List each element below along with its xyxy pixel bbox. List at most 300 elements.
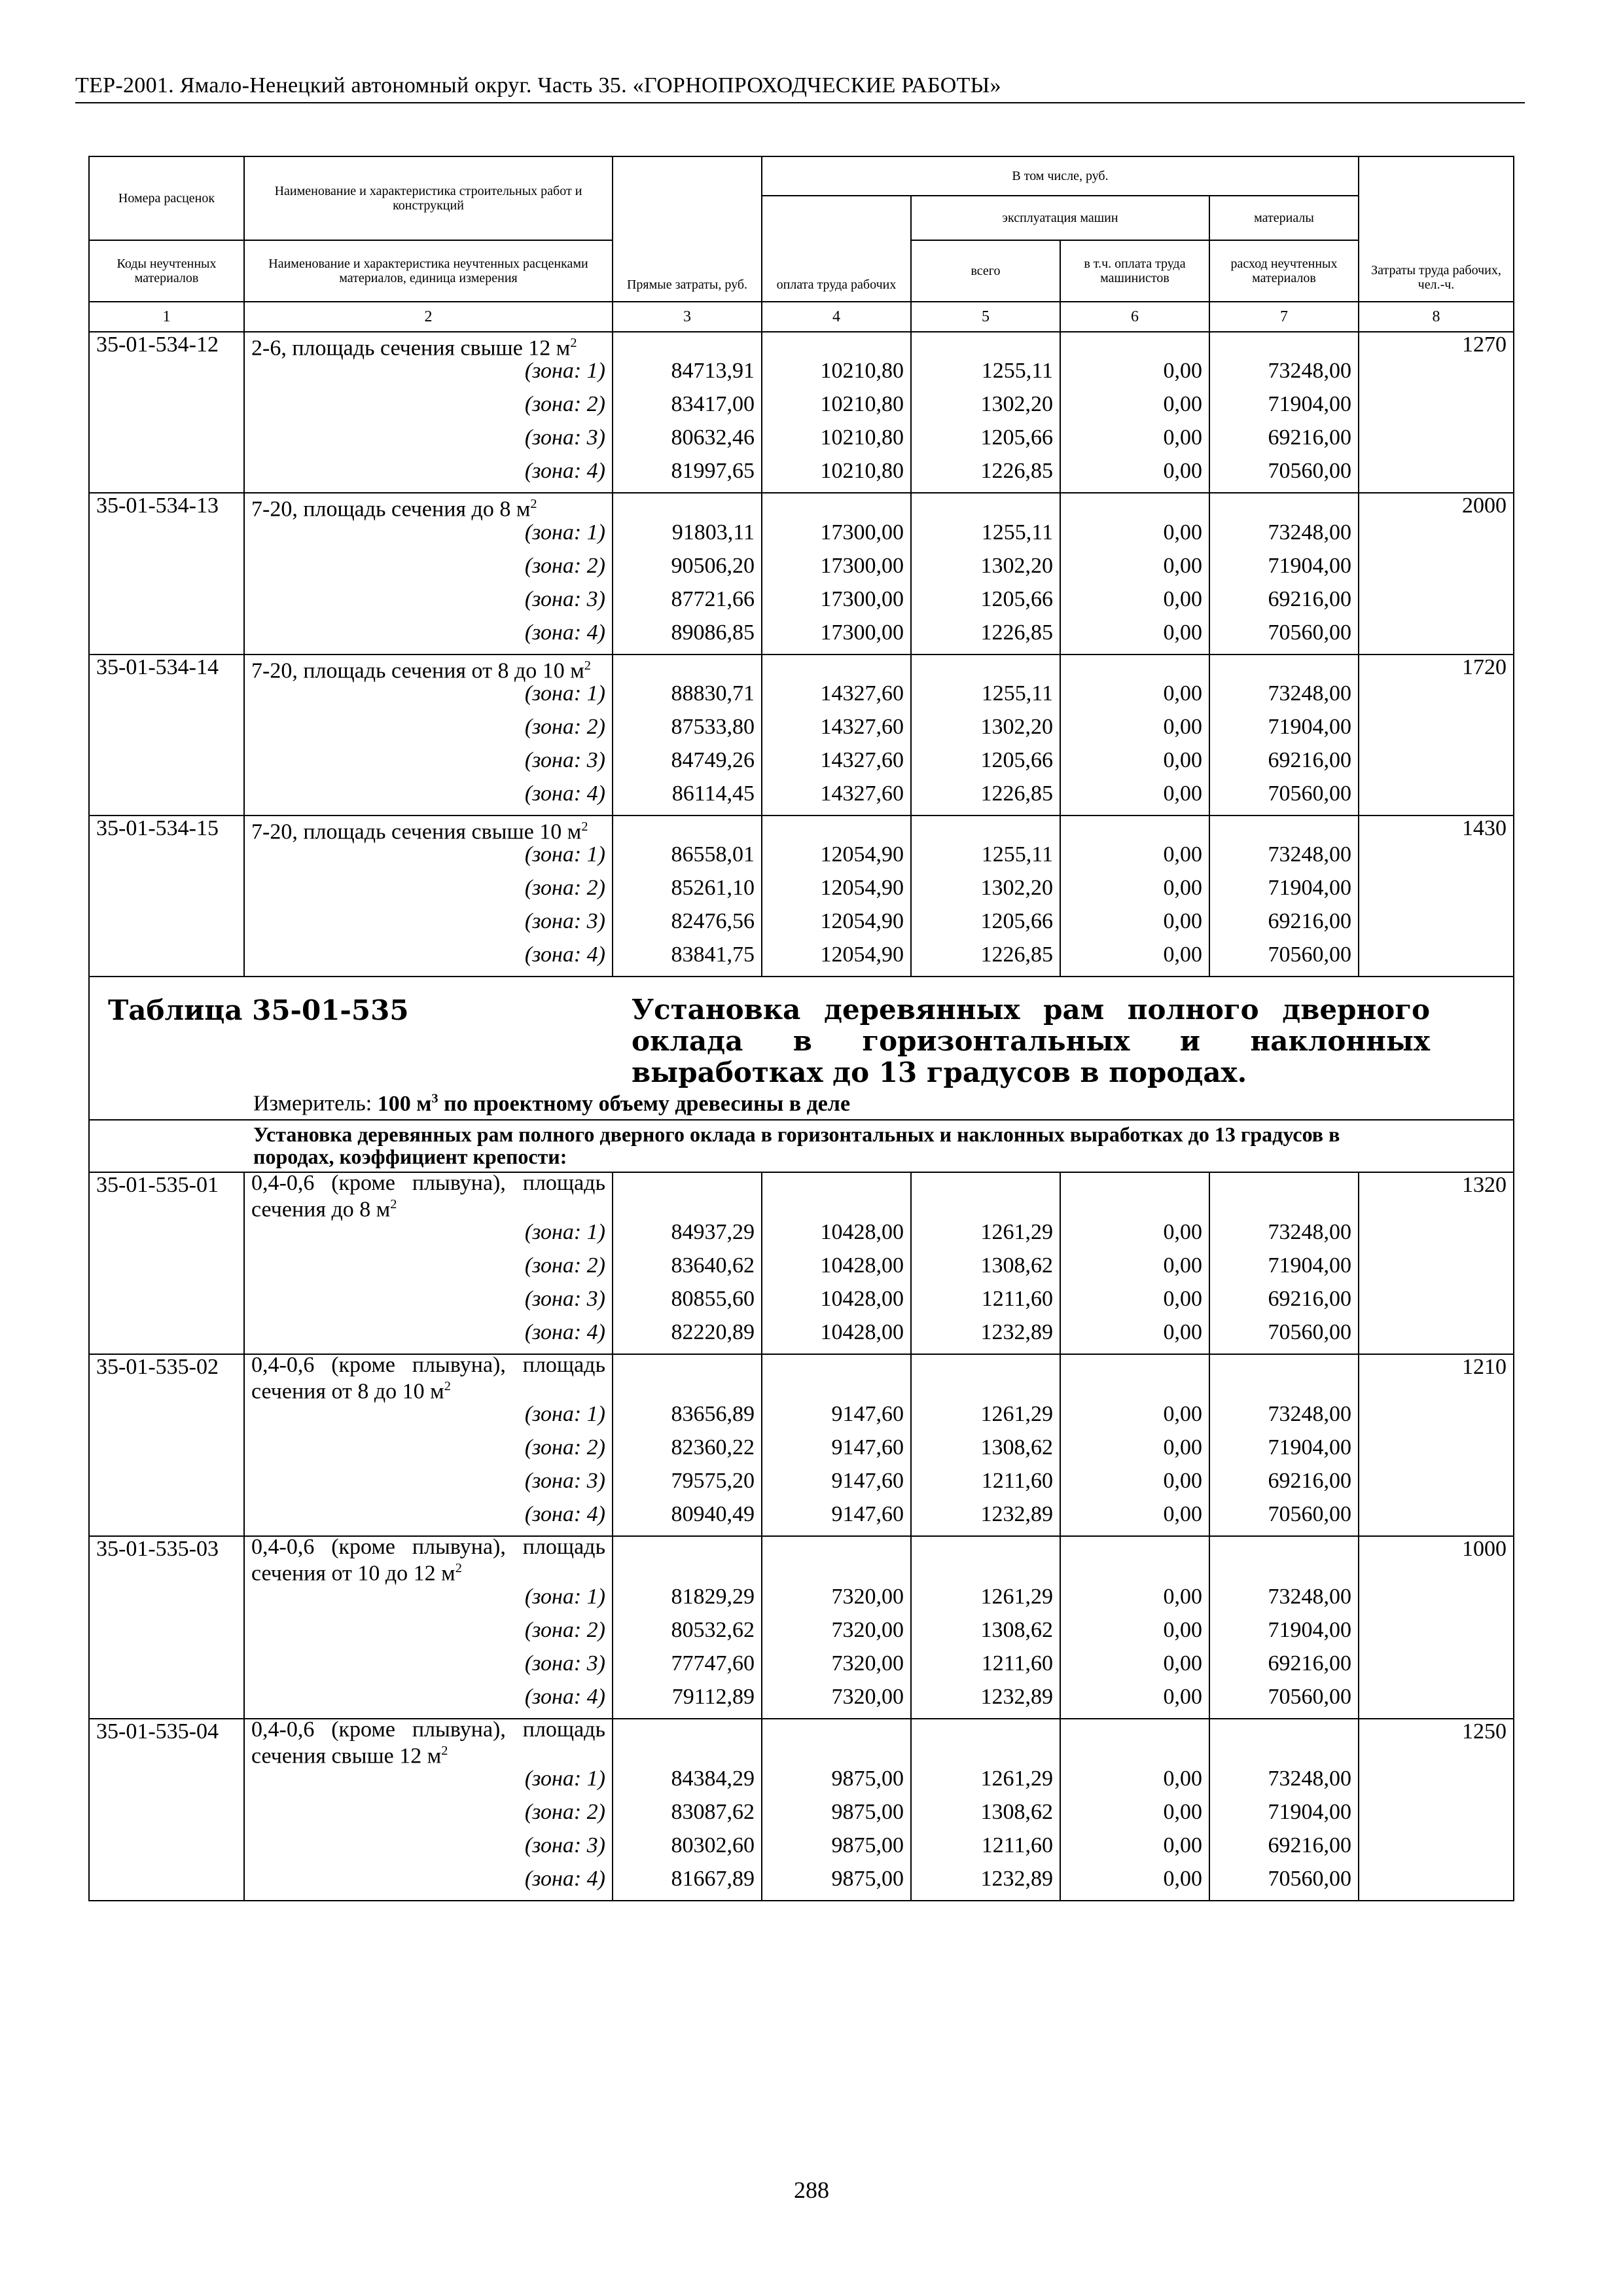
empty-cell	[911, 1354, 1060, 1402]
zone-row	[89, 1320, 1514, 1354]
col-wages: оплата труда рабочих	[762, 196, 911, 302]
cost-value: 0,00	[1060, 1287, 1209, 1320]
zone-label: (зона: 1)	[244, 520, 613, 554]
cost-value: 1302,20	[911, 876, 1060, 909]
cost-value: 1302,20	[911, 554, 1060, 587]
zone-row	[89, 459, 1514, 493]
empty-cell	[1060, 1719, 1209, 1767]
cost-value: 81667,89	[613, 1867, 762, 1901]
cost-value: 70560,00	[1209, 1685, 1359, 1719]
cost-value: 7320,00	[762, 1585, 911, 1618]
cost-value: 1211,60	[911, 1287, 1060, 1320]
empty-cell	[89, 392, 244, 425]
cost-value: 70560,00	[1209, 942, 1359, 977]
cost-value: 70560,00	[1209, 1867, 1359, 1901]
cost-value: 14327,60	[762, 781, 911, 816]
empty-cell	[89, 1585, 244, 1618]
cost-value: 90506,20	[613, 554, 762, 587]
empty-cell	[762, 332, 911, 359]
column-number: 2	[244, 302, 613, 332]
zone-row	[89, 425, 1514, 459]
cost-value: 70560,00	[1209, 620, 1359, 655]
cost-value: 1308,62	[911, 1435, 1060, 1469]
empty-cell	[1359, 1585, 1514, 1618]
cost-value: 17300,00	[762, 587, 911, 620]
cost-value: 1232,89	[911, 1320, 1060, 1354]
zone-row	[89, 520, 1514, 554]
cost-value: 73248,00	[1209, 842, 1359, 876]
cost-value: 83656,89	[613, 1402, 762, 1435]
cost-value: 0,00	[1060, 748, 1209, 781]
cost-value: 70560,00	[1209, 781, 1359, 816]
rate-code: 35-01-534-13	[89, 493, 244, 520]
cost-value: 0,00	[1060, 1651, 1209, 1685]
column-number: 6	[1060, 302, 1209, 332]
labor-value: 2000	[1359, 493, 1514, 520]
zone-row	[89, 1767, 1514, 1800]
rate-name	[244, 1354, 613, 1402]
cost-value: 1261,29	[911, 1767, 1060, 1800]
empty-cell	[1359, 1435, 1514, 1469]
cost-value: 73248,00	[1209, 520, 1359, 554]
rate-name	[244, 816, 613, 842]
rate-row	[89, 1719, 1514, 1767]
cost-value: 1232,89	[911, 1867, 1060, 1901]
cost-value: 14327,60	[762, 748, 911, 781]
empty-cell	[1359, 1867, 1514, 1901]
zone-row	[89, 620, 1514, 655]
empty-cell	[1060, 655, 1209, 681]
zone-label: (зона: 4)	[244, 1502, 613, 1536]
rate-name	[244, 332, 613, 359]
zone-label: (зона: 2)	[244, 1435, 613, 1469]
cost-value: 0,00	[1060, 1502, 1209, 1536]
cost-value: 0,00	[1060, 1767, 1209, 1800]
cost-value: 81997,65	[613, 459, 762, 493]
rate-code: 35-01-535-04	[89, 1719, 244, 1767]
empty-cell	[762, 1719, 911, 1767]
cost-value: 82476,56	[613, 909, 762, 942]
zone-row	[89, 1220, 1514, 1253]
empty-cell	[1209, 1354, 1359, 1402]
zone-row	[89, 1685, 1514, 1719]
rate-code: 35-01-535-03	[89, 1536, 244, 1584]
cost-value: 0,00	[1060, 842, 1209, 876]
rate-name	[244, 1719, 613, 1767]
empty-cell	[1359, 781, 1514, 816]
labor-value: 1320	[1359, 1172, 1514, 1220]
empty-cell	[89, 942, 244, 977]
subheading-cell	[89, 1120, 1514, 1172]
cost-value: 17300,00	[762, 554, 911, 587]
zone-label: (зона: 1)	[244, 359, 613, 392]
empty-cell	[89, 1253, 244, 1287]
col-materials: материалы	[1209, 196, 1359, 240]
cost-value: 0,00	[1060, 1469, 1209, 1502]
cost-value: 12054,90	[762, 876, 911, 909]
zone-label: (зона: 3)	[244, 909, 613, 942]
empty-cell	[89, 1469, 244, 1502]
cost-value: 69216,00	[1209, 909, 1359, 942]
rate-name-sup: 2	[570, 336, 577, 350]
cost-value: 0,00	[1060, 554, 1209, 587]
rate-row	[89, 816, 1514, 842]
cost-value: 1255,11	[911, 681, 1060, 715]
empty-cell	[1359, 459, 1514, 493]
cost-value: 12054,90	[762, 842, 911, 876]
cost-value: 82360,22	[613, 1435, 762, 1469]
rate-row	[89, 1172, 1514, 1220]
cost-value: 7320,00	[762, 1685, 911, 1719]
cost-value: 86558,01	[613, 842, 762, 876]
empty-cell	[613, 1536, 762, 1584]
column-number: 7	[1209, 302, 1359, 332]
cost-value: 7320,00	[762, 1618, 911, 1651]
cost-value: 12054,90	[762, 942, 911, 977]
meter-value: 100 м	[377, 1091, 432, 1116]
cost-value: 80940,49	[613, 1502, 762, 1536]
zone-row	[89, 681, 1514, 715]
cost-value: 69216,00	[1209, 1469, 1359, 1502]
empty-cell	[613, 816, 762, 842]
rate-name	[244, 655, 613, 681]
zone-label: (зона: 2)	[244, 1800, 613, 1833]
column-number: 1	[89, 302, 244, 332]
cost-value: 83417,00	[613, 392, 762, 425]
zone-label: (зона: 1)	[244, 1585, 613, 1618]
subheading-row	[89, 1120, 1514, 1172]
empty-cell	[89, 1800, 244, 1833]
table-heading-row	[89, 977, 1514, 1119]
rate-name-sup: 2	[455, 1561, 462, 1576]
cost-value: 0,00	[1060, 715, 1209, 748]
cost-value: 1205,66	[911, 425, 1060, 459]
cost-value: 69216,00	[1209, 587, 1359, 620]
empty-cell	[1359, 942, 1514, 977]
empty-cell	[89, 1287, 244, 1320]
cost-value: 69216,00	[1209, 748, 1359, 781]
empty-cell	[89, 520, 244, 554]
empty-cell	[1359, 1651, 1514, 1685]
cost-value: 14327,60	[762, 715, 911, 748]
cost-value: 70560,00	[1209, 1502, 1359, 1536]
cost-value: 1255,11	[911, 359, 1060, 392]
empty-cell	[613, 493, 762, 520]
empty-cell	[1359, 1253, 1514, 1287]
cost-value: 0,00	[1060, 1618, 1209, 1651]
cost-value: 0,00	[1060, 942, 1209, 977]
cost-value: 0,00	[1060, 1800, 1209, 1833]
empty-cell	[1359, 909, 1514, 942]
rate-name-text: 7-20, площадь сечения от 8 до 10 м	[251, 658, 584, 683]
rate-name-text: 2-6, площадь сечения свыше 12 м	[251, 336, 571, 361]
empty-cell	[89, 1833, 244, 1867]
rate-code: 35-01-535-01	[89, 1172, 244, 1220]
zone-label: (зона: 2)	[244, 715, 613, 748]
empty-cell	[1359, 1502, 1514, 1536]
zone-label: (зона: 1)	[244, 1402, 613, 1435]
zone-row	[89, 1402, 1514, 1435]
zone-label: (зона: 1)	[244, 1220, 613, 1253]
empty-cell	[1359, 1469, 1514, 1502]
cost-value: 0,00	[1060, 620, 1209, 655]
zone-label: (зона: 3)	[244, 748, 613, 781]
rate-name-sup: 2	[584, 658, 591, 673]
rate-name-text: 7-20, площадь сечения до 8 м	[251, 497, 531, 522]
empty-cell	[911, 493, 1060, 520]
empty-cell	[613, 332, 762, 359]
zone-label: (зона: 4)	[244, 942, 613, 977]
zone-row	[89, 942, 1514, 977]
zone-label: (зона: 1)	[244, 1767, 613, 1800]
cost-value: 84937,29	[613, 1220, 762, 1253]
empty-cell	[911, 816, 1060, 842]
col-work-name: Наименование и характеристика строительных работ и конструкций	[244, 156, 613, 240]
table-description: Установка деревянных рам полного дверного оклада в горизонтальных и наклонных выработках до 13 градусов в породах.	[632, 994, 1430, 1089]
cost-value: 0,00	[1060, 459, 1209, 493]
column-number: 8	[1359, 302, 1514, 332]
empty-cell	[762, 1354, 911, 1402]
empty-cell	[1060, 816, 1209, 842]
rate-name-text: 0,4-0,6 (кроме плывуна), площадь сечения свыше 12 м	[251, 1717, 605, 1768]
cost-value: 0,00	[1060, 1220, 1209, 1253]
empty-cell	[1359, 1800, 1514, 1833]
cost-value: 1211,60	[911, 1833, 1060, 1867]
empty-cell	[911, 1536, 1060, 1584]
meter-value-rest: по проектному объему древесины в деле	[444, 1091, 851, 1116]
cost-value: 83841,75	[613, 942, 762, 977]
col-unaccounted-names: Наименование и характеристика неучтенных расценками материалов, единица измерения	[244, 240, 613, 302]
zone-label: (зона: 4)	[244, 781, 613, 816]
empty-cell	[89, 748, 244, 781]
empty-cell	[1359, 842, 1514, 876]
cost-value: 83640,62	[613, 1253, 762, 1287]
rate-name-sup: 2	[441, 1743, 448, 1758]
zone-row	[89, 876, 1514, 909]
empty-cell	[89, 1867, 244, 1901]
zone-label: (зона: 2)	[244, 392, 613, 425]
empty-cell	[89, 620, 244, 655]
cost-value: 79575,20	[613, 1469, 762, 1502]
cost-value: 84384,29	[613, 1767, 762, 1800]
zone-label: (зона: 4)	[244, 1320, 613, 1354]
labor-value: 1000	[1359, 1536, 1514, 1584]
cost-value: 73248,00	[1209, 1402, 1359, 1435]
empty-cell	[89, 1685, 244, 1719]
zone-label: (зона: 4)	[244, 1867, 613, 1901]
cost-value: 14327,60	[762, 681, 911, 715]
zone-row	[89, 1867, 1514, 1901]
empty-cell	[762, 493, 911, 520]
rate-name-text: 7-20, площадь сечения свыше 10 м	[251, 819, 582, 844]
empty-cell	[1359, 392, 1514, 425]
rate-name-sup: 2	[390, 1196, 397, 1211]
col-machines: эксплуатация машин	[911, 196, 1209, 240]
cost-value: 9875,00	[762, 1767, 911, 1800]
cost-value: 0,00	[1060, 425, 1209, 459]
zone-row	[89, 1800, 1514, 1833]
empty-cell	[613, 655, 762, 681]
empty-cell	[1060, 1536, 1209, 1584]
cost-value: 9875,00	[762, 1867, 911, 1901]
cost-value: 0,00	[1060, 359, 1209, 392]
zone-label: (зона: 2)	[244, 876, 613, 909]
empty-cell	[89, 459, 244, 493]
rate-name-sup: 2	[530, 497, 537, 512]
cost-value: 10210,80	[762, 459, 911, 493]
cost-value: 10428,00	[762, 1320, 911, 1354]
empty-cell	[89, 1502, 244, 1536]
cost-value: 71904,00	[1209, 1253, 1359, 1287]
empty-cell	[1359, 715, 1514, 748]
cost-value: 10428,00	[762, 1253, 911, 1287]
zone-label: (зона: 3)	[244, 1287, 613, 1320]
empty-cell	[1209, 816, 1359, 842]
cost-value: 10210,80	[762, 425, 911, 459]
empty-cell	[89, 781, 244, 816]
rate-name-text: 0,4-0,6 (кроме плывуна), площадь сечения до 8 м	[251, 1170, 605, 1221]
empty-cell	[1209, 1719, 1359, 1767]
cost-value: 1308,62	[911, 1618, 1060, 1651]
cost-value: 70560,00	[1209, 1320, 1359, 1354]
cost-value: 0,00	[1060, 1833, 1209, 1867]
cost-value: 85261,10	[613, 876, 762, 909]
cost-value: 1302,20	[911, 715, 1060, 748]
rate-code: 35-01-534-15	[89, 816, 244, 842]
column-number: 5	[911, 302, 1060, 332]
empty-cell	[89, 842, 244, 876]
cost-value: 84749,26	[613, 748, 762, 781]
column-number: 4	[762, 302, 911, 332]
zone-row	[89, 781, 1514, 816]
cost-value: 17300,00	[762, 520, 911, 554]
cost-value: 0,00	[1060, 681, 1209, 715]
empty-cell	[89, 715, 244, 748]
column-number: 3	[613, 302, 762, 332]
cost-value: 1211,60	[911, 1469, 1060, 1502]
zone-row	[89, 748, 1514, 781]
zone-label: (зона: 2)	[244, 1253, 613, 1287]
zone-label: (зона: 4)	[244, 620, 613, 655]
empty-cell	[1209, 655, 1359, 681]
cost-value: 10210,80	[762, 392, 911, 425]
cost-value: 87533,80	[613, 715, 762, 748]
zone-row	[89, 392, 1514, 425]
cost-value: 9147,60	[762, 1502, 911, 1536]
cost-value: 77747,60	[613, 1651, 762, 1685]
empty-cell	[1359, 1685, 1514, 1719]
cost-value: 91803,11	[613, 520, 762, 554]
empty-cell	[89, 876, 244, 909]
zone-label: (зона: 3)	[244, 1651, 613, 1685]
empty-cell	[1359, 359, 1514, 392]
cost-value: 0,00	[1060, 587, 1209, 620]
empty-cell	[911, 655, 1060, 681]
cost-value: 12054,90	[762, 909, 911, 942]
meter-sup: 3	[431, 1091, 438, 1106]
empty-cell	[89, 1767, 244, 1800]
column-numbers-row	[89, 302, 1514, 332]
rate-name	[244, 1172, 613, 1220]
cost-value: 1308,62	[911, 1253, 1060, 1287]
cost-value: 71904,00	[1209, 554, 1359, 587]
cost-value: 9147,60	[762, 1402, 911, 1435]
cost-value: 9147,60	[762, 1435, 911, 1469]
cost-value: 69216,00	[1209, 1833, 1359, 1867]
cost-value: 87721,66	[613, 587, 762, 620]
cost-value: 9875,00	[762, 1800, 911, 1833]
rate-name-sup: 2	[444, 1378, 451, 1393]
cost-value: 73248,00	[1209, 1767, 1359, 1800]
cost-value: 80532,62	[613, 1618, 762, 1651]
empty-cell	[89, 1220, 244, 1253]
zone-label: (зона: 2)	[244, 554, 613, 587]
zone-row	[89, 1585, 1514, 1618]
rate-name	[244, 1536, 613, 1584]
cost-value: 70560,00	[1209, 459, 1359, 493]
labor-value: 1270	[1359, 332, 1514, 359]
empty-cell	[911, 332, 1060, 359]
empty-cell	[613, 1172, 762, 1220]
col-machines-wages: в т.ч. оплата труда машинистов	[1060, 240, 1209, 302]
cost-value: 1205,66	[911, 587, 1060, 620]
cost-value: 9875,00	[762, 1833, 911, 1867]
col-unaccounted-codes: Коды неучтенных материалов	[89, 240, 244, 302]
cost-value: 1226,85	[911, 942, 1060, 977]
cost-value: 0,00	[1060, 1685, 1209, 1719]
zone-label: (зона: 3)	[244, 587, 613, 620]
empty-cell	[911, 1172, 1060, 1220]
zone-row	[89, 1833, 1514, 1867]
cost-value: 73248,00	[1209, 359, 1359, 392]
cost-value: 82220,89	[613, 1320, 762, 1354]
empty-cell	[762, 655, 911, 681]
zone-label: (зона: 4)	[244, 1685, 613, 1719]
zone-row	[89, 554, 1514, 587]
rate-name-text: 0,4-0,6 (кроме плывуна), площадь сечения от 8 до 10 м	[251, 1352, 605, 1404]
col-unaccounted-materials: расход неучтенных материалов	[1209, 240, 1359, 302]
empty-cell	[89, 1320, 244, 1354]
cost-value: 80632,46	[613, 425, 762, 459]
empty-cell	[1359, 520, 1514, 554]
empty-cell	[1359, 876, 1514, 909]
table-title: Таблица 35-01-535	[108, 994, 409, 1027]
zone-row	[89, 842, 1514, 876]
empty-cell	[89, 554, 244, 587]
cost-value: 1226,85	[911, 459, 1060, 493]
rate-name	[244, 493, 613, 520]
empty-cell	[1359, 1618, 1514, 1651]
rate-code: 35-01-534-12	[89, 332, 244, 359]
zone-label: (зона: 3)	[244, 425, 613, 459]
cost-value: 80855,60	[613, 1287, 762, 1320]
empty-cell	[1359, 620, 1514, 655]
zone-label: (зона: 3)	[244, 1833, 613, 1867]
zone-label: (зона: 4)	[244, 459, 613, 493]
cost-value: 1261,29	[911, 1585, 1060, 1618]
zone-label: (зона: 2)	[244, 1618, 613, 1651]
zone-row	[89, 1253, 1514, 1287]
zone-row	[89, 1469, 1514, 1502]
cost-value: 10210,80	[762, 359, 911, 392]
empty-cell	[89, 1402, 244, 1435]
cost-value: 0,00	[1060, 1867, 1209, 1901]
cost-value: 0,00	[1060, 1253, 1209, 1287]
cost-value: 71904,00	[1209, 1435, 1359, 1469]
col-including: В том числе, руб.	[762, 156, 1359, 196]
labor-value: 1250	[1359, 1719, 1514, 1767]
empty-cell	[613, 1354, 762, 1402]
